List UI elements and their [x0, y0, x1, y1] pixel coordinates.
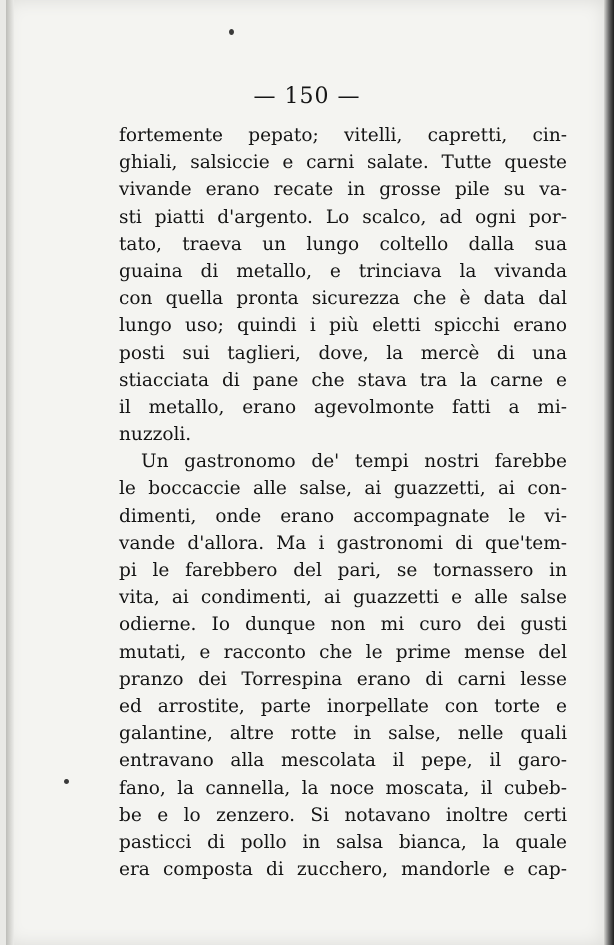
- text-line: le boccaccie alle salse, ai guazzetti, ai con-: [119, 478, 567, 500]
- text-line: vita, ai condimenti, ai guazzetti e alle salse: [119, 587, 567, 609]
- text-line: dimenti, onde erano accompagnate le vi-: [119, 505, 567, 527]
- text-line: ed arrostite, parte inorpellate con torte e: [119, 695, 567, 717]
- page-gutter-shade: [6, 0, 14, 945]
- text-line: Un gastronomo de' tempi nostri farebbe: [141, 451, 567, 473]
- ink-speck: [229, 29, 234, 35]
- text-line: il metallo, erano agevolmonte fatti a mi-: [119, 396, 567, 418]
- text-line: lungo uso; quindi i più eletti spicchi erano: [119, 315, 567, 337]
- text-line: guaina di metallo, e trinciava la vivanda: [119, 260, 567, 282]
- text-line: era composta di zucchero, mandorle e cap-: [119, 859, 567, 881]
- text-line: galantine, altre rotte in salse, nelle quali: [119, 723, 567, 745]
- text-line: nuzzoli.: [119, 424, 192, 446]
- text-line: con quella pronta sicurezza che è data dal: [119, 288, 567, 310]
- text-line: fortemente pepato; vitelli, capretti, cin-: [119, 125, 567, 146]
- text-line: mutati, e racconto che le prime mense del: [119, 641, 567, 663]
- text-line: vivande erano recate in grosse pile su va-: [119, 179, 567, 201]
- text-line: vande d'allora. Ma i gastronomi di que'tem-: [119, 532, 567, 554]
- text-line: stiacciata di pane che stava tra la carne e: [119, 369, 567, 391]
- text-line: ghiali, salsiccie e carni salate. Tutte queste: [119, 152, 567, 174]
- text-line: tato, traeva un lungo coltello dalla sua: [119, 233, 567, 255]
- text-line: pi le farebbero del pari, se tornassero in: [119, 560, 567, 581]
- text-line: pranzo dei Torrespina erano di carni lesse: [119, 668, 567, 690]
- text-line: pasticci di pollo in salsa bianca, la quale: [119, 831, 567, 853]
- text-line: posti sui taglieri, dove, la mercè di una: [119, 342, 567, 364]
- text-line: fano, la cannella, la noce moscata, il cubeb-: [119, 777, 567, 799]
- text-line: entravano alla mescolata il pepe, il garo-: [119, 750, 567, 772]
- text-line: be e lo zenzero. Si notavano inoltre certi: [119, 804, 567, 826]
- text-line: sti piatti d'argento. Lo scalco, ad ogni por-: [119, 206, 567, 228]
- body-text: [119, 122, 567, 883]
- ink-speck: [64, 779, 69, 784]
- page-edge-shadow: [604, 0, 614, 945]
- page-number: — 150 —: [253, 84, 361, 109]
- text-line: odierne. Io dunque non mi curo dei gusti: [119, 614, 567, 636]
